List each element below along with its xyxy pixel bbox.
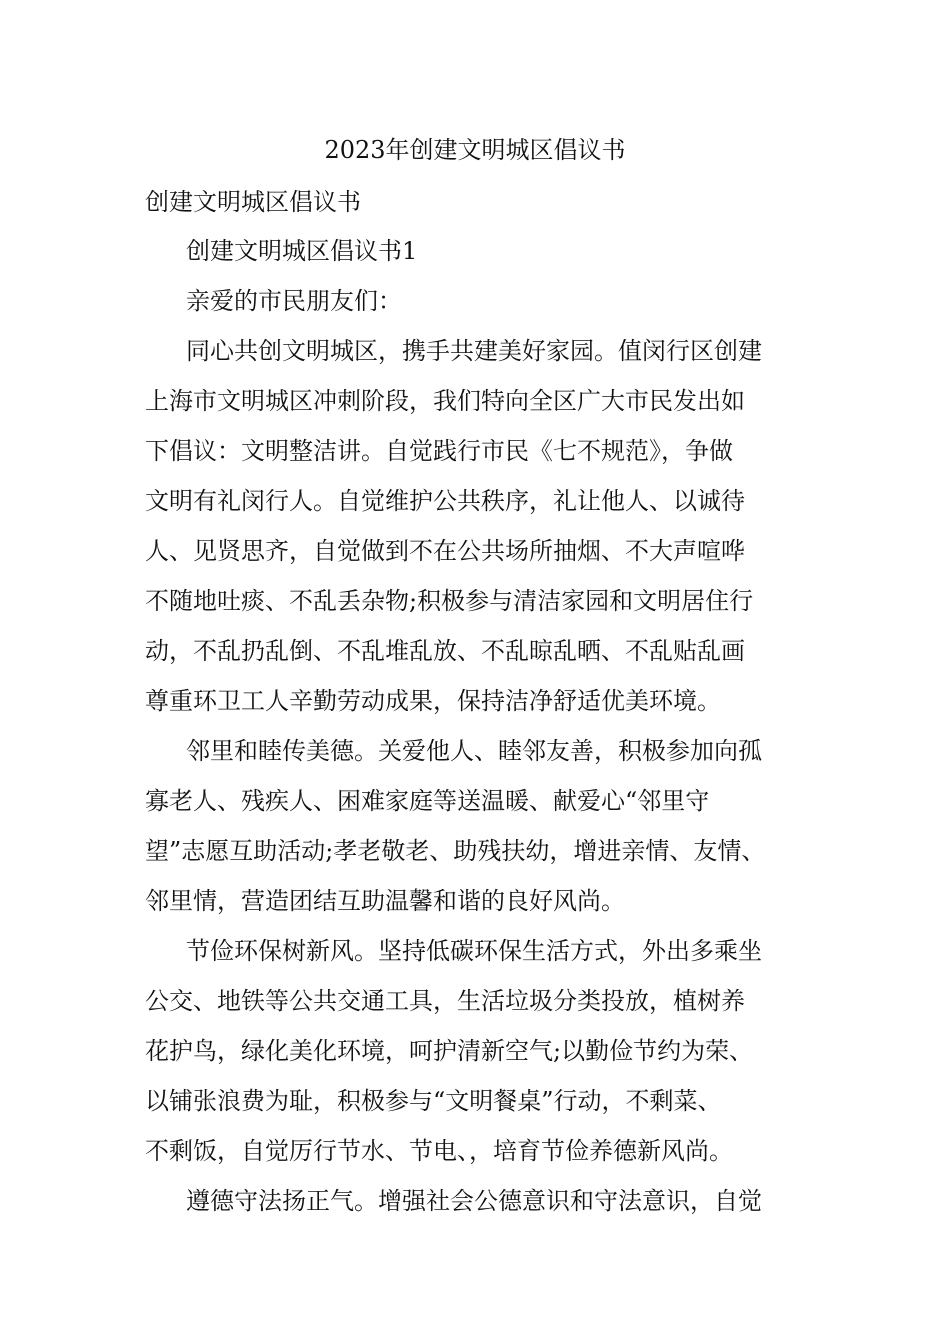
text-line: 花护鸟，绿化美化环境，呵护清新空气;以勤俭节约为荣、 — [145, 1037, 754, 1065]
text-line: 亲爱的市民朋友们： — [186, 287, 402, 315]
text-line: 上海市文明城区冲刺阶段，我们特向全区广大市民发出如 — [145, 387, 745, 415]
text-line: 下倡议：文明整洁讲。自觉践行市民《七不规范》，争做 — [145, 437, 733, 465]
text-line: 人、见贤思齐，自觉做到不在公共场所抽烟、不大声喧哗 — [145, 537, 745, 565]
text-line: 创建文明城区倡议书 — [145, 188, 361, 216]
text-line: 创建文明城区倡议书1 — [186, 237, 418, 265]
text-line: 尊重环卫工人辛勤劳动成果，保持洁净舒适优美环境。 — [145, 687, 721, 715]
text-line: 同心共创文明城区，携手共建美好家园。值闵行区创建 — [186, 337, 762, 365]
text-line: 遵德守法扬正气。增强社会公德意识和守法意识，自觉 — [186, 1187, 762, 1215]
text-line: 不剩饭，自觉厉行节水、节电、，培育节俭养德新风尚。 — [145, 1137, 733, 1165]
document-title: 2023年创建文明城区倡议书 — [324, 136, 626, 164]
text-line: 公交、地铁等公共交通工具，生活垃圾分类投放，植树养 — [145, 987, 745, 1015]
text-line: 邻里和睦传美德。关爱他人、睦邻友善，积极参加向孤 — [186, 737, 762, 765]
text-line: 望”志愿互助活动;孝老敬老、助残扶幼，增进亲情、友情、 — [145, 837, 766, 865]
text-line: 文明有礼闵行人。自觉维护公共秩序，礼让他人、以诚待 — [145, 487, 745, 515]
text-line: 节俭环保树新风。坚持低碳环保生活方式，外出多乘坐 — [186, 937, 762, 965]
text-line: 以铺张浪费为耻，积极参与“文明餐桌”行动，不剩菜、 — [145, 1087, 722, 1115]
text-line: 动，不乱扔乱倒、不乱堆乱放、不乱晾乱晒、不乱贴乱画 — [145, 637, 745, 665]
text-line: 不随地吐痰、不乱丢杂物;积极参与清洁家园和文明居住行 — [145, 587, 754, 615]
text-line: 寡老人、残疾人、困难家庭等送温暖、献爱心“邻里守 — [145, 787, 710, 815]
text-line: 邻里情，营造团结互助温馨和谐的良好风尚。 — [145, 887, 625, 915]
